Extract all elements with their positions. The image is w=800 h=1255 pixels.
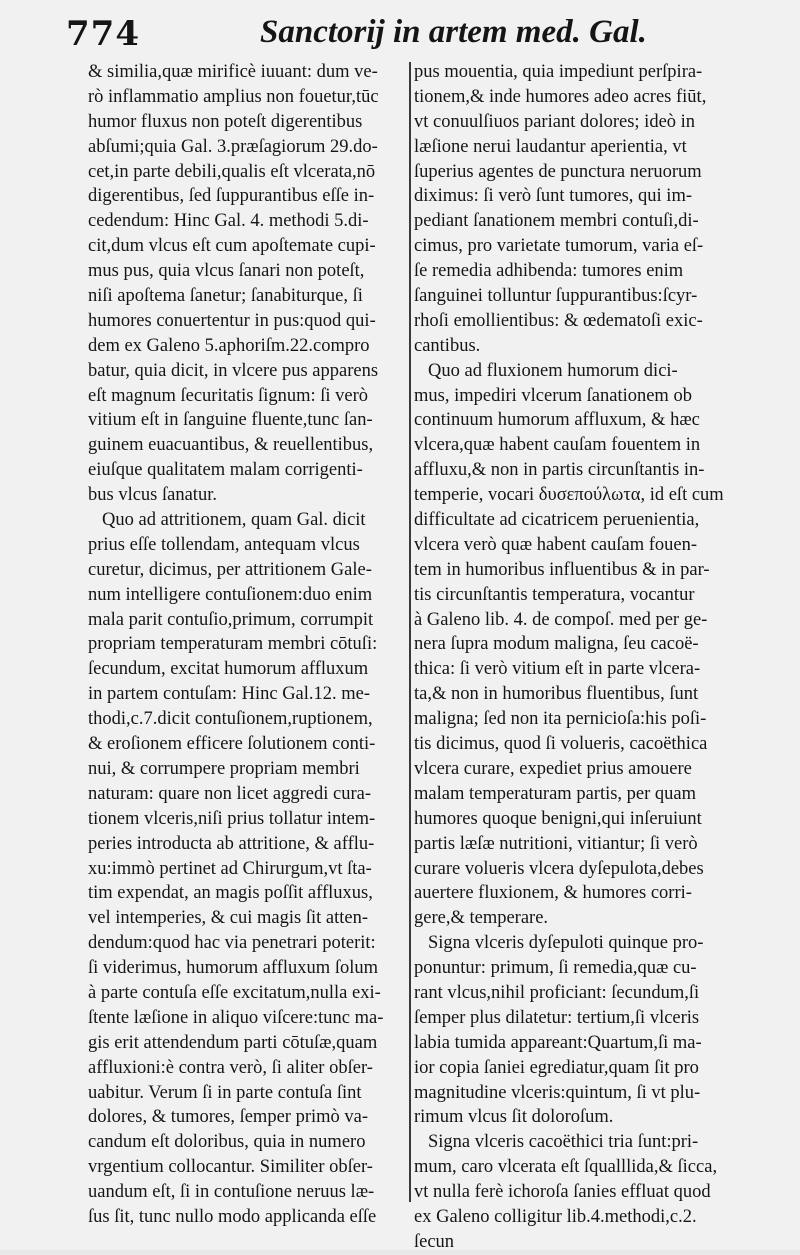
text-line: ponuntur: primum, ſi remedia,quæ cu- (414, 958, 697, 979)
text-line: mus, impediri vlcerum ſanationem ob (414, 385, 692, 406)
text-line: guinem euacuantibus, & reuellentibus, (88, 435, 374, 456)
text-line: partis læſæ nutritioni, vitiantur; ſi verò (414, 833, 698, 854)
text-line: ta,& non in humoribus fluentibus, ſunt (414, 684, 699, 705)
text-line: cimus, pro varietate tumorum, varia eſ- (414, 236, 704, 257)
text-line: niſi apoſtema ſanetur; ſanabiturque, ſi (88, 286, 363, 307)
text-line: eſt magnum ſecuritatis ſignum: ſi verò (88, 385, 369, 406)
text-line: cit,dum vlcus eſt cum apoſtemate cupi- (88, 236, 376, 257)
text-line: ſi viderimus, humorum affluxum ſolum (88, 958, 378, 979)
text-line: auertere fluxionem, & humores corri- (414, 883, 692, 904)
text-line: temperie, vocari δυσεπούλωτα, id eſt cum (414, 485, 724, 506)
text-line: affluxu,& non in partis circunſtantis in- (414, 460, 705, 481)
text-line: tionem vlceris,niſi prius tollatur intem- (88, 808, 376, 829)
text-line: candum eſt doloribus, quia in numero (88, 1132, 366, 1153)
text-line: prius eſſe tollendam, antequam vlcus (88, 534, 360, 555)
text-line: thica: ſi verò vitium eſt in parte vlcera- (414, 659, 701, 680)
text-line: ſecun (414, 1231, 455, 1252)
text-line: à Galeno lib. 4. de compoſ. med per ge- (414, 609, 708, 630)
text-line: vrgentium collocantur. Similiter obſer- (88, 1157, 373, 1178)
text-line: rò inflammatio amplius non fouetur,tūc (88, 86, 379, 107)
text-line: num intelligere contuſionem:duo enim (88, 584, 373, 605)
text-line: in partem contuſam: Hinc Gal.12. me- (88, 684, 371, 705)
text-line: curetur, dicimus, per attritionem Gale- (88, 559, 372, 580)
text-line: gere,& temperare. (414, 908, 549, 929)
text-line: ſanguinei tolluntur ſuppurantibus:ſcyr- (414, 286, 698, 307)
text-line: continuum humorum affluxum, & hæc (414, 410, 700, 431)
running-head: Sanctorij in artem med. Gal. (260, 14, 647, 50)
text-line: dem ex Galeno 5.aphoriſm.22.compro (88, 335, 370, 356)
text-line: diximus: ſi verò ſunt tumores, qui im- (414, 186, 692, 207)
text-line: peries introducta ab attritione, & afflu- (88, 833, 375, 854)
text-line: à parte contuſa eſſe excitatum,nulla exi- (88, 982, 381, 1003)
text-line: læſione nerui laudantur aperientia, vt (414, 136, 687, 157)
text-line: maligna; ſed non ita pernicioſa:his poſi- (414, 709, 707, 730)
text-line: vitium eſt in ſanguine fluente,tunc ſan- (88, 410, 373, 431)
text-line: vlcera verò quæ habent cauſam fouen- (414, 534, 698, 555)
text-line: labia tumida appareant:Quartum,ſi ma- (414, 1032, 702, 1053)
text-line: nui, & corrumpere propriam membri (88, 758, 360, 779)
text-line: affluxioni:è contra verò, ſi aliter obſer- (88, 1057, 373, 1078)
text-line: nera ſupra modum maligna, ſeu cacoë- (414, 634, 699, 655)
text-line: tem in humoribus influentibus & in par- (414, 559, 710, 580)
text-line: Quo ad attritionem, quam Gal. dicit (102, 510, 366, 531)
text-line: eiuſque qualitatem malam corrigenti- (88, 460, 363, 481)
page-number: 774 (66, 14, 140, 54)
show-through-shadow (70, 1190, 410, 1220)
text-line: uandum eſt, ſi in contuſione neruus læ- (88, 1182, 375, 1203)
text-line: tis dicimus, quod ſi volueris, cacoëthica (414, 734, 708, 755)
text-line: cet,in parte debili,qualis eſt vlcerata,nō (88, 161, 376, 182)
text-line: rimum vlcus ſit doloroſum. (414, 1107, 614, 1128)
text-line: cantibus. (414, 335, 481, 356)
text-line: Signa vlceris cacoëthici tria ſunt:pri- (428, 1132, 699, 1153)
text-line: batur, quia dicit, in vlcere pus apparens (88, 360, 379, 381)
text-line: curare volueris vlcera dyſepulota,debes (414, 858, 704, 879)
text-line: dendum:quod hac via penetrari poterit: (88, 933, 376, 954)
text-line: ſe remedia adhibenda: tumores enim (414, 261, 684, 282)
text-line: ſecundum, excitat humorum affluxum (88, 659, 369, 680)
text-line: humor fluxus non poteſt digerentibus (88, 111, 363, 132)
text-line: tim expendat, an magis poſſit affluxus, (88, 883, 373, 904)
text-line: gis erit attendendum parti cōtuſæ,quam (88, 1032, 378, 1053)
text-line: xu:immò pertinet ad Chirurgum,vt ſta- (88, 858, 372, 879)
text-line: rhoſi emollientibus: & œdematoſi exic- (414, 310, 703, 331)
text-line: mala parit contuſio,primum, corrumpit (88, 609, 374, 630)
text-line: mus pus, quia vlcus ſanari non poteſt, (88, 261, 365, 282)
text-line: magnitudine vlceris:quintum, ſi vt plu- (414, 1082, 701, 1103)
text-line: ſtente læſione in aliquo viſcere:tunc ma- (88, 1007, 384, 1028)
right-text-column (414, 60, 794, 1255)
text-line: Quo ad fluxionem humorum dici- (428, 360, 678, 381)
text-line: cedendum: Hinc Gal. 4. methodi 5.di- (88, 211, 369, 232)
text-line: vel intemperies, & cui magis ſit atten- (88, 908, 368, 929)
text-line: humores conuertentur in pus:quod qui- (88, 310, 376, 331)
text-line: ex Galeno colligitur lib.4.methodi,c.2. (414, 1206, 697, 1227)
text-line: tis circunſtantis temperatura, vocantur (414, 584, 695, 605)
text-line: pediant ſanationem membri contuſi,di- (414, 211, 699, 232)
text-line: pus mouentia, quia impediunt perſpira- (414, 62, 703, 82)
text-line: abſumi;quia Gal. 3.præſagiorum 29.do- (88, 136, 378, 157)
text-line: digerentibus, ſed ſuppurantibus eſſe in- (88, 186, 375, 207)
text-line: thodi,c.7.dicit contuſionem,ruptionem, (88, 709, 373, 730)
column-divider (409, 62, 411, 1202)
text-line: Signa vlceris dyſepuloti quinque pro- (428, 933, 704, 954)
text-line: vlcera curare, expediet prius amouere (414, 758, 692, 779)
text-line: rant vlcus,nihil proficiant: ſecundum,ſi (414, 982, 700, 1003)
text-line: malam temperaturam partis, per quam (414, 783, 697, 804)
text-line: dolores, & tumores, ſemper primò va- (88, 1107, 369, 1128)
text-line: uabitur. Verum ſi in parte contuſa ſint (88, 1082, 362, 1103)
text-line: & eroſionem efficere ſolutionem conti- (88, 734, 376, 755)
text-line: vlcera,quæ habent cauſam fouentem in (414, 435, 701, 456)
page-header (60, 8, 780, 60)
text-line: tionem,& inde humores adeo acres fiūt, (414, 86, 707, 107)
text-line: ior copia ſaniei egrediatur,quam ſit pro (414, 1057, 699, 1078)
text-line: & similia,quæ mirificè iuuant: dum ve- (88, 62, 378, 82)
left-text-column (88, 60, 404, 1230)
text-line: ſuperius agentes de punctura neruorum (414, 161, 702, 182)
text-line: humores quoque benigni,qui inſeruiunt (414, 808, 702, 829)
text-line: vt conuulſiuos pariant dolores; ideò in (414, 111, 696, 132)
text-line: difficultate ad cicatricem peruenientia, (414, 510, 700, 531)
text-line: propriam temperaturam membri cōtuſi: (88, 634, 378, 655)
text-line: ſus ſit, tunc nullo modo applicanda eſſe (88, 1206, 377, 1227)
text-line: bus vlcus ſanatur. (88, 485, 217, 506)
text-line: naturam: quare non licet aggredi cura- (88, 783, 372, 804)
text-line: vt nulla ferè ichoroſa ſanies effluat quod (414, 1182, 711, 1203)
text-line: mum, caro vlcerata eſt ſqualllida,& ſicca, (414, 1157, 718, 1178)
text-line: ſemper plus dilatetur: tertium,ſi vlceris (414, 1007, 700, 1028)
